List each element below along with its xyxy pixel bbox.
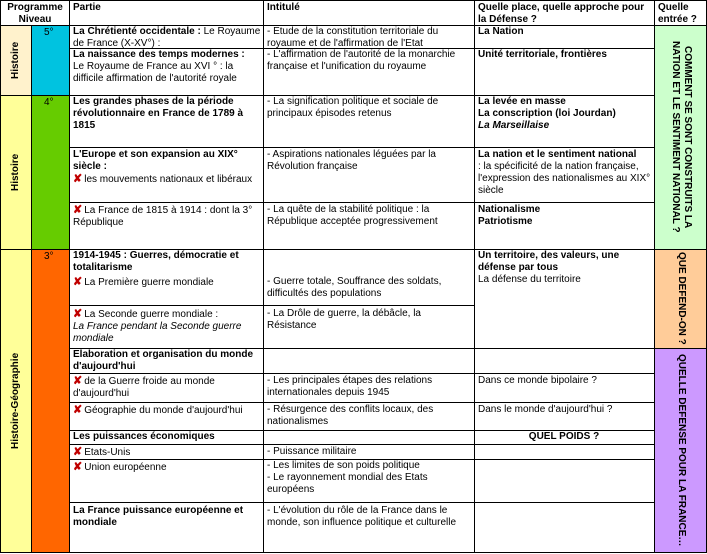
- intitule-chretiente: - Etude de la constitution territoriale du royaume et de l'affirmation de l'Etat: [267, 26, 439, 49]
- entree-construction-nation: COMMENT SE SONT CONSTRUITS LA NATION ET LE SENTIMENT NATIONAL ?: [670, 41, 693, 233]
- intitule-etats-unis: - Puissance militaire: [267, 446, 357, 457]
- intitule-temps-modernes: - L'affirmation de l'autorité de la monarchie française et l'unification du royaume: [267, 49, 456, 72]
- entree-quelle-defense: QUELLE DEFENSE POUR LA FRANCE…: [676, 353, 687, 547]
- place-1914-1945: Un territoire, des valeurs, une défense par tous La défense du territoire: [478, 250, 620, 285]
- partie-europe-xix: L'Europe et son expansion au XIX° siècle : ✘ les mouvements nationaux et libéraux: [73, 149, 253, 185]
- header-intitule: Intitulé: [267, 2, 300, 13]
- intitule-geographie-monde: - Résurgence des conflits locaux, des nationalismes: [267, 404, 434, 427]
- place-guerre-froide: Dans ce monde bipolaire ?: [478, 375, 597, 386]
- place-revolution: La levée en masse La conscription (loi Jourdan) La Marseillaise: [478, 96, 616, 131]
- partie-puissances: Les puissances économiques: [73, 431, 215, 442]
- bullet-x-icon: ✘: [73, 461, 83, 473]
- place-quel-poids: QUEL POIDS ?: [528, 431, 600, 442]
- place-chretiente: La Nation: [478, 26, 524, 37]
- bullet-x-icon: ✘: [73, 375, 83, 387]
- bullet-x-icon: ✘: [73, 204, 83, 216]
- intitule-revolution: - La signification politique et sociale de principaux épisodes retenus: [267, 96, 439, 119]
- partie-france-puissance: La France puissance européenne et mondiale: [73, 505, 244, 528]
- partie-monde-aujourdhui: Elaboration et organisation du monde d'aujourd'hui: [73, 349, 254, 372]
- intitule-premiere-guerre: - Guerre totale, Souffrance des soldats, difficultés des populations: [267, 276, 442, 299]
- programme-histoire-2: Histoire: [10, 153, 21, 192]
- header-programme: Programme Niveau: [7, 2, 63, 25]
- bullet-x-icon: ✘: [73, 446, 83, 458]
- partie-france-1815: ✘ La France de 1815 à 1914 : dont la 3° République: [73, 204, 253, 228]
- bullet-x-icon: ✘: [73, 276, 83, 288]
- partie-geographie-monde: ✘ Géographie du monde d'aujourd'hui: [73, 404, 243, 416]
- niveau-5: 5°: [44, 27, 54, 38]
- bullet-x-icon: ✘: [73, 308, 83, 320]
- partie-temps-modernes: La naissance des temps modernes : Le Royaume de France au XVI ° : la difficile affirmation de l'autorité royale: [73, 49, 245, 84]
- intitule-guerre-froide: - Les principales étapes des relations internationales depuis 1945: [267, 375, 433, 398]
- partie-chretiente: La Chrétienté occidentale : Le Royaume de France (X-XV°) :: [73, 26, 261, 49]
- intitule-europe-xix: - Aspirations nationales léguées par la Révolution française: [267, 149, 436, 172]
- header-place: Quelle place, quelle approche pour la Défense ?: [478, 2, 645, 25]
- partie-premiere-guerre: ✘ La Première guerre mondiale: [73, 276, 214, 288]
- programme-histoire-geographie: Histoire-Géographie: [10, 352, 21, 450]
- intitule-france-1815: - La quête de la stabilité politique : la République acceptée progressivement: [267, 204, 438, 227]
- niveau-3: 3°: [44, 251, 54, 262]
- partie-1914-1945: 1914-1945 : Guerres, démocratie et totalitarisme: [73, 250, 239, 273]
- partie-guerre-froide: ✘ de la Guerre froide au monde d'aujourd'hui: [73, 375, 215, 399]
- niveau-4: 4°: [44, 97, 54, 108]
- place-temps-modernes: Unité territoriale, frontières: [478, 49, 607, 60]
- bullet-x-icon: ✘: [73, 173, 83, 185]
- intitule-union-europeenne: - Les limites de son poids politique - Le rayonnement mondial des Etats européens: [267, 460, 428, 495]
- bullet-x-icon: ✘: [73, 404, 83, 416]
- header-partie: Partie: [73, 2, 101, 13]
- partie-seconde-guerre: ✘ La Seconde guerre mondiale : La France pendant la Seconde guerre mondiale: [73, 308, 242, 344]
- place-geographie-monde: Dans le monde d'aujourd'hui ?: [478, 404, 613, 415]
- place-europe-xix: La nation et le sentiment national : la spécificité de la nation française, l'expression des nationalismes au XIX° siècle: [478, 149, 651, 196]
- intitule-france-puissance: - L'évolution du rôle de la France dans le monde, son influence politique et culturelle: [267, 505, 457, 528]
- partie-revolution: Les grandes phases de la période révolutionnaire en France de 1789 à 1815: [73, 96, 244, 131]
- partie-union-europeenne: ✘ Union européenne: [73, 461, 167, 473]
- header-entree: Quelle entrée ?: [658, 2, 697, 25]
- intitule-seconde-guerre: - La Drôle de guerre, la débâcle, la Résistance: [267, 308, 421, 331]
- programme-histoire-1: Histoire: [10, 41, 21, 79]
- partie-etats-unis: ✘ Etats-Unis: [73, 446, 131, 458]
- entree-que-defend-on: QUE DEFEND-ON ?: [676, 252, 687, 345]
- place-france-1815: Nationalisme Patriotisme: [478, 204, 541, 227]
